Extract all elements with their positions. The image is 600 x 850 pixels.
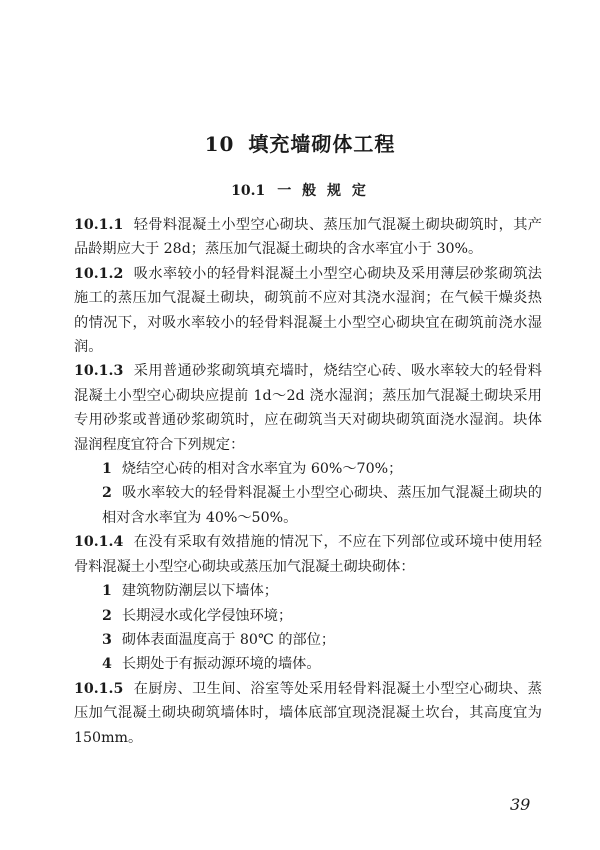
item-number: 4: [102, 656, 112, 673]
item-number: 1: [102, 583, 112, 600]
item-text: 吸水率较大的轻骨料混凝土小型空心砌块、蒸压加气混凝土砌块的相对含水率宜为 40%～50%。: [102, 485, 542, 526]
chapter-number: 10: [204, 132, 235, 156]
list-item: [74, 652, 542, 676]
chapter-title: [0, 128, 600, 157]
section-title-text: 一 般 规 定: [277, 183, 369, 199]
clause-10-1-3: [74, 359, 542, 457]
item-text: 砌体表面温度高于 80℃ 的部位；: [121, 631, 336, 648]
clause-text: 采用普通砂浆砌筑填充墙时，烧结空心砖、吸水率较大的轻骨料混凝土小型空心砌块应提前 1d～2d 浇水湿润；蒸压加气混凝土砌块采用专用砂浆或普通砂浆砌筑时，应在砌筑当天对砌块砌筑面浇水湿润。块体湿润程度宜符合下列规定：: [74, 363, 542, 453]
list-item: [74, 457, 542, 481]
clause-number: 10.1.1: [74, 217, 124, 233]
clause-10-1-2: [74, 262, 542, 360]
page-number: 39: [510, 795, 531, 814]
item-number: 2: [102, 607, 112, 624]
list-item: [74, 481, 542, 530]
chapter-title-text: 填充墙砌体工程: [248, 132, 396, 156]
list-item: [74, 579, 542, 603]
clause-number: 10.1.4: [74, 534, 124, 551]
list-item: [74, 628, 542, 652]
clause-number: 10.1.5: [74, 680, 124, 697]
item-text: 建筑物防潮层以下墙体；: [121, 583, 278, 600]
clause-10-1-5: [74, 677, 542, 750]
item-number: 2: [102, 485, 112, 502]
clause-10-1-1: [74, 213, 542, 262]
item-text: 长期浸水或化学侵蚀环境；: [121, 607, 293, 624]
clause-10-1-4: [74, 530, 542, 579]
section-number: 10.1: [231, 183, 266, 199]
item-number: 1: [102, 461, 112, 478]
item-text: 烧结空心砖的相对含水率宜为 60%～70%；: [121, 461, 403, 478]
item-number: 3: [102, 631, 112, 648]
list-item: [74, 604, 542, 628]
clause-text: 吸水率较小的轻骨料混凝土小型空心砌块及采用薄层砂浆砌筑法施工的蒸压加气混凝土砌块，砌筑前不应对其浇水湿润；在气候干燥炎热的情况下，对吸水率较小的轻骨料混凝土小型空心砌块宜在砌筑前浇水湿润。: [74, 265, 542, 356]
clause-text: 轻骨料混凝土小型空心砌块、蒸压加气混凝土砌块砌筑时，其产品龄期应大于 28d；蒸压加气混凝土砌块的含水率宜小于 30%。: [74, 217, 542, 258]
clause-text: 在厨房、卫生间、浴室等处采用轻骨料混凝土小型空心砌块、蒸压加气混凝土砌块砌筑墙体时，墙体底部宜现浇混凝土坎台，其高度宜为 150mm。: [74, 680, 542, 746]
clause-number: 10.1.3: [74, 363, 124, 380]
item-text: 长期处于有振动源环境的墙体。: [121, 656, 321, 673]
body-text: [74, 213, 542, 750]
clause-text: 在没有采取有效措施的情况下，不应在下列部位或环境中使用轻骨料混凝土小型空心砌块或蒸压加气混凝土砌块砌体：: [74, 534, 542, 575]
clause-number: 10.1.2: [74, 265, 124, 282]
section-title: [0, 180, 600, 200]
